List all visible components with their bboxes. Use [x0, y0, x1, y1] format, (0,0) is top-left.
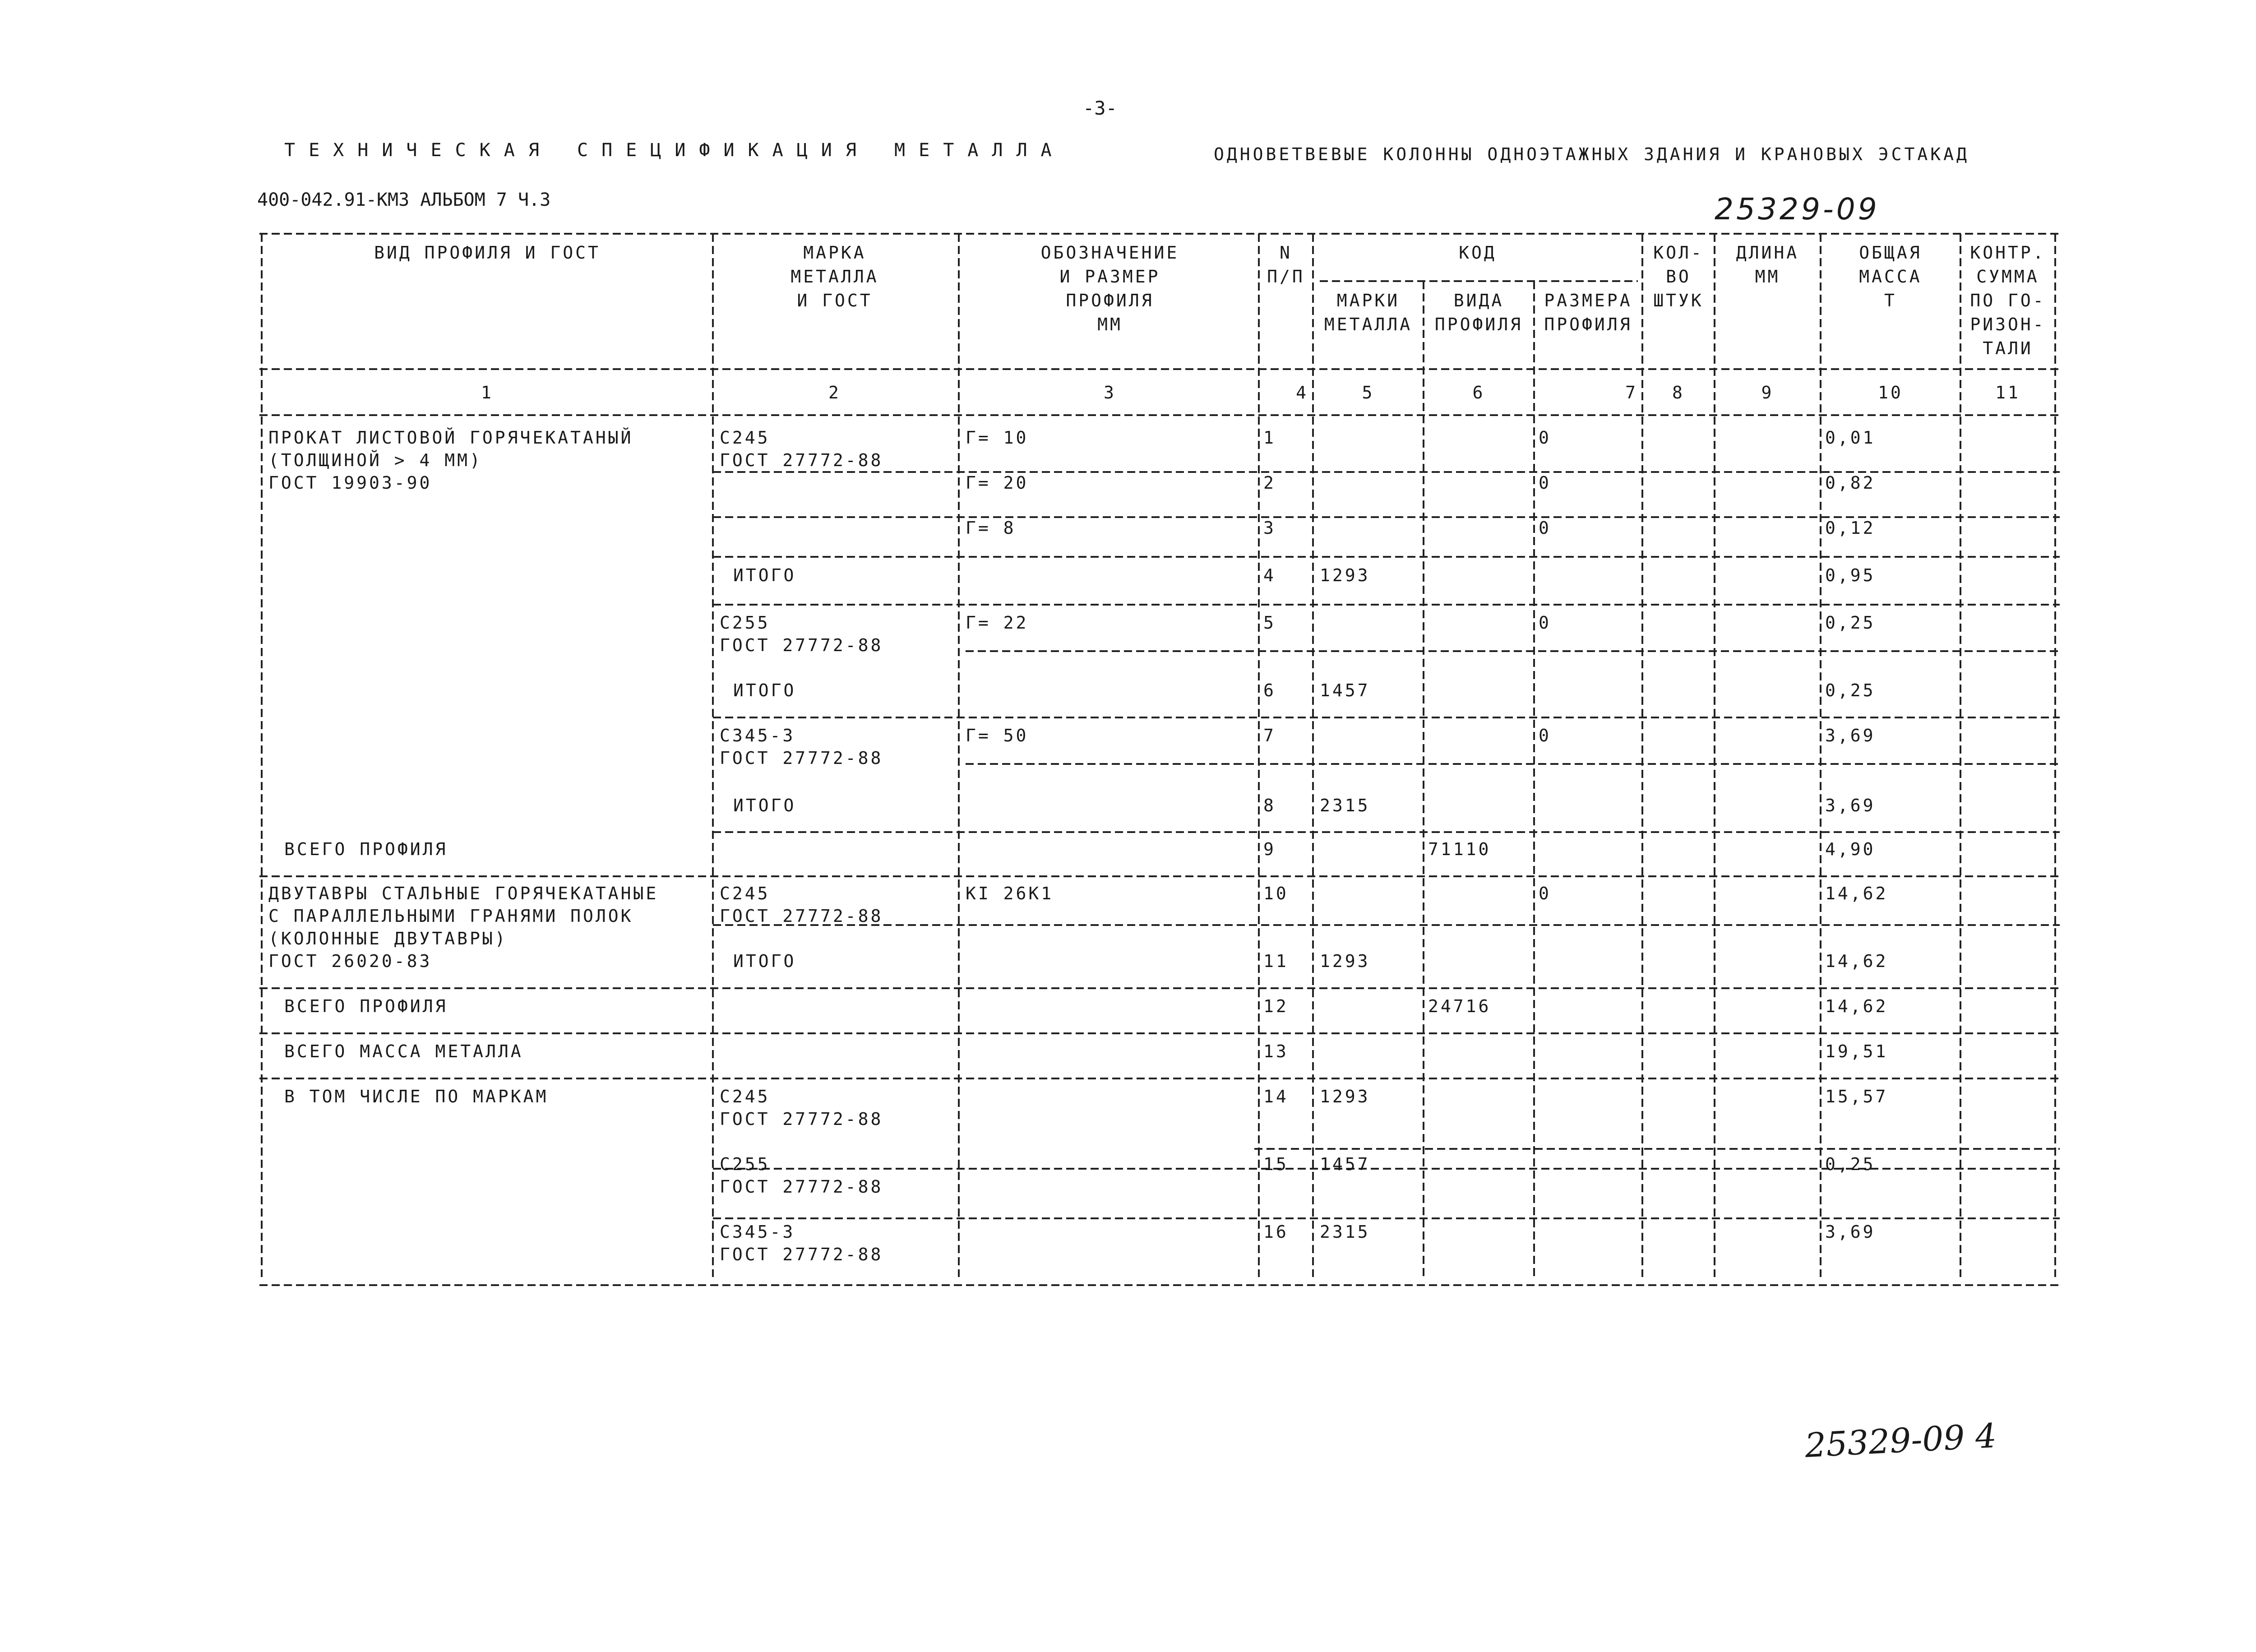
profile-size: Г= 20 — [966, 473, 1029, 493]
col-header-size-code: РАЗМЕРА — [1544, 291, 1632, 310]
metal-code: 1457 — [1320, 1154, 1370, 1174]
col-header-length: ДЛИНА — [1736, 243, 1799, 263]
gost-label: ГОСТ 27772-88 — [720, 1109, 883, 1129]
itogo-label: ИТОГО — [733, 796, 796, 815]
col-header-metal-code: МАРКИ — [1336, 291, 1400, 310]
row-mass: 3,69 — [1825, 1222, 1876, 1242]
row-number: 11 — [1263, 951, 1289, 971]
col-number: 10 — [1878, 383, 1903, 403]
col-header-code: КОД — [1459, 243, 1497, 263]
col-header-length: ММ — [1755, 267, 1780, 287]
row-number: 10 — [1263, 884, 1289, 903]
gost-label: ГОСТ 27772-88 — [720, 450, 883, 470]
metal-code: 1293 — [1320, 565, 1370, 585]
project-title: ОДНОВЕТВЕВЫЕ КОЛОННЫ ОДНОЭТАЖНЫХ ЗДАНИЯ И КРАНОВЫХ ЭСТАКАД — [1214, 144, 1969, 164]
group-title: ДВУТАВРЫ СТАЛЬНЫЕ ГОРЯЧЕКАТАНЫЕ — [268, 884, 659, 903]
col-header-seq: N — [1280, 243, 1292, 263]
col-number: 7 — [1625, 383, 1638, 403]
row-mass: 4,90 — [1825, 839, 1876, 859]
col-number: 8 — [1672, 383, 1685, 403]
gost-label: ГОСТ 27772-88 — [720, 906, 883, 926]
row-number: 8 — [1263, 796, 1276, 815]
row-mass: 14,62 — [1825, 951, 1888, 971]
page-number: -3- — [1083, 97, 1117, 119]
size-code: 0 — [1539, 884, 1551, 903]
row-mass: 14,62 — [1825, 996, 1888, 1016]
gost-label: ГОСТ 27772-88 — [720, 1245, 883, 1264]
metal-code: 2315 — [1320, 796, 1370, 815]
row-mass: 15,57 — [1825, 1087, 1888, 1106]
group-total-label: ВСЕГО ПРОФИЛЯ — [284, 839, 448, 859]
mass-total-label: ВСЕГО МАССА МЕТАЛЛА — [284, 1041, 523, 1061]
col-header-kind-code: ПРОФИЛЯ — [1434, 315, 1523, 334]
row-number: 16 — [1263, 1222, 1289, 1242]
col-header-checksum: ПО ГО- — [1970, 291, 2046, 310]
col-header-mass: ОБЩАЯ — [1859, 243, 1922, 263]
grade-label: С245 — [720, 428, 770, 448]
col-header-qty: ВО — [1666, 267, 1691, 287]
row-mass: 19,51 — [1825, 1041, 1888, 1061]
size-code: 0 — [1539, 428, 1551, 448]
col-header-kind-code: ВИДА — [1453, 291, 1504, 310]
profile-size: Г= 22 — [966, 613, 1029, 633]
group-title: С ПАРАЛЛЕЛЬНЫМИ ГРАНЯМИ ПОЛОК — [268, 906, 633, 926]
profile-size: Г= 10 — [966, 428, 1029, 448]
row-mass: 3,69 — [1825, 796, 1876, 815]
col-number: 11 — [1995, 383, 2020, 403]
profile-size: Г= 8 — [966, 518, 1016, 538]
row-number: 5 — [1263, 613, 1276, 633]
gost-label: ГОСТ 27772-88 — [720, 635, 883, 655]
col-header-size-code: ПРОФИЛЯ — [1544, 315, 1632, 334]
metal-code: 1293 — [1320, 1087, 1370, 1106]
row-number: 14 — [1263, 1087, 1289, 1106]
col-header-designation: ОБОЗНАЧЕНИЕ — [1040, 243, 1179, 263]
row-mass: 14,62 — [1825, 884, 1888, 903]
col-number: 2 — [828, 383, 841, 403]
metal-code: 1293 — [1320, 951, 1370, 971]
row-number: 9 — [1263, 839, 1276, 859]
col-header-checksum: ТАЛИ — [1983, 338, 2033, 358]
col-header-checksum: СУММА — [1976, 267, 2039, 287]
album-code: 400-042.91-КМ3 АЛЬБОМ 7 Ч.3 — [257, 190, 551, 210]
size-code: 0 — [1539, 518, 1551, 538]
row-number: 13 — [1263, 1041, 1289, 1061]
col-number: 1 — [481, 383, 494, 403]
row-mass: 0,82 — [1825, 473, 1876, 493]
row-number: 1 — [1263, 428, 1276, 448]
metal-code: 1457 — [1320, 680, 1370, 700]
group-title: ГОСТ 19903-90 — [268, 473, 432, 493]
group-title: ПРОКАТ ЛИСТОВОЙ ГОРЯЧЕКАТАНЫЙ — [268, 428, 633, 448]
by-grade-label: В ТОМ ЧИСЛЕ ПО МАРКАМ — [284, 1087, 549, 1106]
group-title: (КОЛОННЫЕ ДВУТАВРЫ) — [268, 929, 508, 949]
gost-label: ГОСТ 27772-88 — [720, 748, 883, 768]
col-header-designation: ММ — [1097, 315, 1123, 334]
col-header-grade: МАРКА — [803, 243, 866, 263]
row-mass: 0,01 — [1825, 428, 1876, 448]
group-title: (ТОЛЩИНОЙ > 4 ММ) — [268, 450, 482, 470]
gost-label: ГОСТ 27772-88 — [720, 1177, 883, 1197]
row-number: 6 — [1263, 680, 1276, 700]
row-number: 15 — [1263, 1154, 1289, 1174]
doc-number: 25329-09 — [1715, 192, 1880, 227]
col-header-grade: И ГОСТ — [797, 291, 873, 310]
row-number: 12 — [1263, 996, 1289, 1016]
col-number: 3 — [1104, 383, 1116, 403]
col-number: 6 — [1472, 383, 1485, 403]
col-header-checksum: РИЗОН- — [1970, 315, 2046, 334]
size-code: 0 — [1539, 473, 1551, 493]
col-number: 5 — [1362, 383, 1375, 403]
row-number: 7 — [1263, 726, 1276, 745]
size-code: 0 — [1539, 613, 1551, 633]
row-mass: 0,25 — [1825, 1154, 1876, 1174]
grade-label: С245 — [720, 1087, 770, 1106]
row-mass: 0,25 — [1825, 680, 1876, 700]
col-header-profile: ВИД ПРОФИЛЯ И ГОСТ — [374, 243, 601, 263]
profile-size: КI 26К1 — [966, 884, 1054, 903]
grade-label: С255 — [720, 613, 770, 633]
col-header-grade: МЕТАЛЛА — [791, 267, 879, 287]
grade-label: С255 — [720, 1154, 770, 1174]
group-title: ГОСТ 26020-83 — [268, 951, 432, 971]
spec-title: ТЕХНИЧЕСКАЯ СПЕЦИФИКАЦИЯ МЕТАЛЛА — [284, 140, 1065, 161]
col-header-qty: КОЛ- — [1653, 243, 1704, 263]
col-header-checksum: КОНТР. — [1970, 243, 2046, 263]
itogo-label: ИТОГО — [733, 680, 796, 700]
row-number: 4 — [1263, 565, 1276, 585]
col-number: 9 — [1761, 383, 1774, 403]
col-header-seq: П/П — [1267, 267, 1305, 287]
itogo-label: ИТОГО — [733, 951, 796, 971]
row-mass: 0,95 — [1825, 565, 1876, 585]
kind-code: 24716 — [1428, 996, 1491, 1016]
grade-label: С345-3 — [720, 726, 795, 745]
col-header-mass: Т — [1884, 291, 1897, 310]
row-mass: 0,25 — [1825, 613, 1876, 633]
kind-code: 71110 — [1428, 839, 1491, 859]
handwritten-note: 25329-09 4 — [1804, 1416, 1998, 1466]
col-header-metal-code: МЕТАЛЛА — [1324, 315, 1413, 334]
metal-code: 2315 — [1320, 1222, 1370, 1242]
profile-size: Г= 50 — [966, 726, 1029, 745]
itogo-label: ИТОГО — [733, 565, 796, 585]
row-mass: 3,69 — [1825, 726, 1876, 745]
col-header-qty: ШТУК — [1653, 291, 1704, 310]
size-code: 0 — [1539, 726, 1551, 745]
col-number: 4 — [1296, 383, 1308, 403]
row-number: 2 — [1263, 473, 1276, 493]
col-header-mass: МАССА — [1859, 267, 1922, 287]
col-header-designation: И РАЗМЕР — [1059, 267, 1160, 287]
col-header-designation: ПРОФИЛЯ — [1066, 291, 1154, 310]
grade-label: С345-3 — [720, 1222, 795, 1242]
grade-label: С245 — [720, 884, 770, 903]
row-mass: 0,12 — [1825, 518, 1876, 538]
group-total-label: ВСЕГО ПРОФИЛЯ — [284, 996, 448, 1016]
row-number: 3 — [1263, 518, 1276, 538]
